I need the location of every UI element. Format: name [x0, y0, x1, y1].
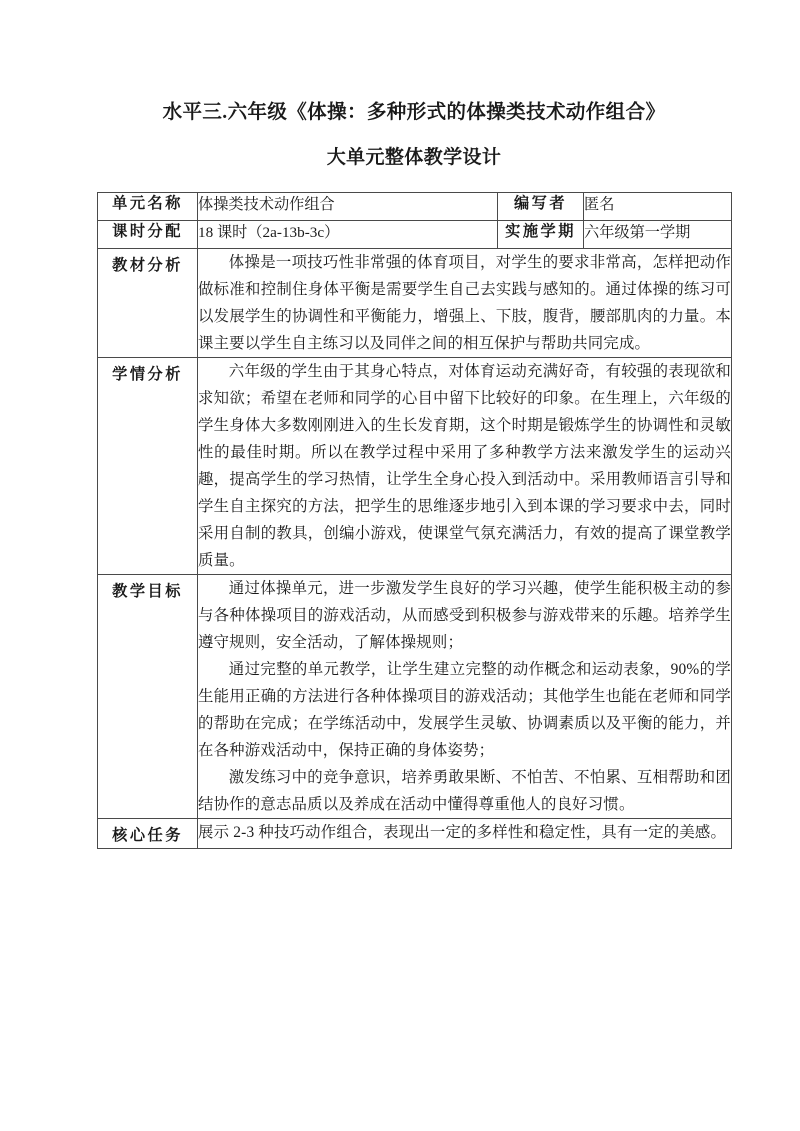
section-content-textbook-analysis [198, 249, 732, 358]
row-label-unit-name: 单元名称 [98, 193, 198, 221]
table-row [98, 193, 732, 221]
page-subtitle: 大单元整体教学设计 [326, 147, 502, 169]
section-content-core-task [198, 819, 732, 849]
section-label-core-task: 核心任务 [98, 819, 198, 849]
table-row [98, 221, 732, 249]
row-label-author: 编写者 [498, 193, 584, 221]
row-value-semester: 六年级第一学期 [584, 221, 732, 249]
table-row [98, 575, 732, 819]
document-body [97, 0, 731, 849]
table-row [98, 358, 732, 575]
section-label-textbook-analysis: 教材分析 [98, 249, 198, 358]
row-label-lesson-allocation: 课时分配 [98, 221, 198, 249]
row-value-author: 匿名 [584, 193, 732, 221]
unit-design-table [97, 192, 732, 849]
paragraph: 激发练习中的竞争意识，培养勇敢果断、不怕苦、不怕累、互相帮助和团结协作的意志品质以及养成在活动中懂得尊重他人的良好习惯。 [198, 769, 731, 814]
section-content-teaching-objectives [198, 575, 732, 819]
table-row [98, 249, 732, 358]
section-content-student-analysis [198, 358, 732, 575]
title-block [97, 0, 731, 170]
table-row [98, 819, 732, 849]
paragraph: 体操是一项技巧性非常强的体育项目，对学生的要求非常高，怎样把动作做标准和控制住身体平衡是需要学生自己去实践与感知的。通过体操的练习可以发展学生的协调性和平衡能力，增强上、下肢，腹背，腰部肌肉的力量。本课主要以学生自主练习以及同伴之间的相互保护与帮助共同完成。 [198, 254, 731, 353]
section-label-teaching-objectives: 教学目标 [98, 575, 198, 819]
row-value-unit-name: 体操类技术动作组合 [198, 193, 498, 221]
paragraph: 展示 2-3 种技巧动作组合，表现出一定的多样性和稳定性，具有一定的美感。 [198, 824, 727, 842]
row-label-semester: 实施学期 [498, 221, 584, 249]
row-value-lesson-allocation: 18 课时（2a-13b-3c） [198, 221, 498, 249]
page-title: 水平三.六年级《体操：多种形式的体操类技术动作组合》 [162, 102, 666, 123]
paragraph: 通过体操单元，进一步激发学生良好的学习兴趣，使学生能积极主动的参与各种体操项目的游戏活动，从而感受到积极参与游戏带来的乐趣。培养学生遵守规则，安全活动，了解体操规则； [198, 580, 731, 652]
paragraph: 通过完整的单元教学，让学生建立完整的动作概念和运动表象，90%的学生能用正确的方法进行各种体操项目的游戏活动；其他学生也能在老师和同学的帮助在完成；在学练活动中，发展学生灵敏、协调素质以及平衡的能力，并在各种游戏活动中，保持正确的身体姿势； [198, 661, 731, 760]
paragraph: 六年级的学生由于其身心特点，对体育运动充满好奇，有较强的表现欲和求知欲；希望在老师和同学的心目中留下比较好的印象。在生理上，六年级的学生身体大多数刚刚进入的生长发育期，这个时期是锻炼学生的协调性和灵敏性的最佳时期。所以在教学过程中采用了多种教学方法来激发学生的运动兴趣，提高学生的学习热情，让学生全身心投入到活动中。采用教师语言引导和学生自主探究的方法，把学生的思维逐步地引入到本课的学习要求中去，同时采用自制的教具，创编小游戏，使课堂气氛充满活力，有效的提高了课堂教学质量。 [198, 363, 731, 570]
section-label-student-analysis: 学情分析 [98, 358, 198, 575]
